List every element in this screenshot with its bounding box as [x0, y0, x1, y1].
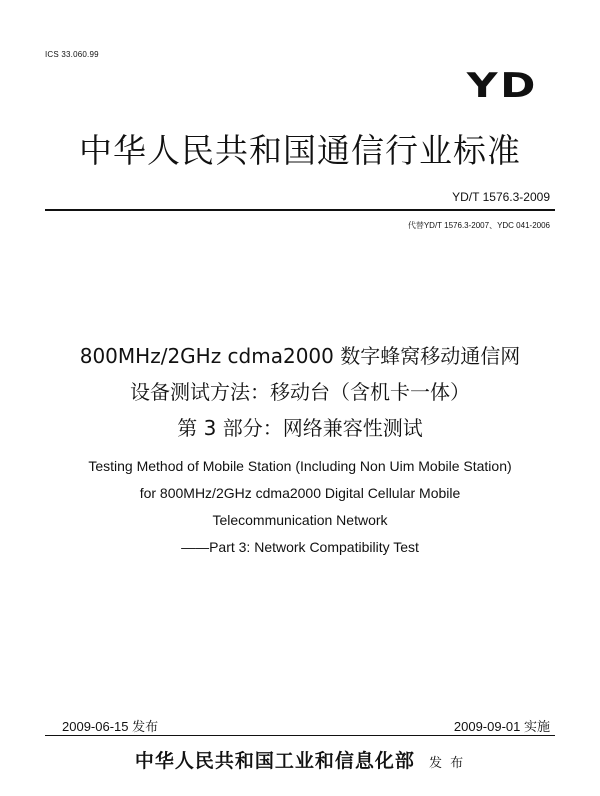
replaces-note: 代替YD/T 1576.3-2007、YDC 041-2006 — [407, 221, 550, 230]
title-en-line-1: Testing Method of Mobile Station (Including Non Uim Mobile Station) — [88, 458, 512, 474]
publish-date: 2009-06-15 发布 — [62, 719, 159, 734]
issuer-name: 中华人民共和国工业和信息化部 — [134, 750, 415, 772]
title-en-line-4: ——Part 3: Network Compatibility Test — [181, 539, 419, 555]
title-en-line-2: for 800MHz/2GHz cdma2000 Digital Cellular Mobile — [139, 485, 461, 501]
implement-date: 2009-09-01 实施 — [453, 719, 550, 734]
header-divider — [45, 209, 555, 211]
standard-category-title: 中华人民共和国通信行业标准 — [79, 131, 521, 170]
title-cn-line-2: 设备测试方法：移动台（含机卡一体） — [130, 380, 470, 404]
standard-number: YD/T 1576.3-2009 — [452, 190, 550, 204]
title-cn-line-1: 800MHz/2GHz cdma2000 数字蜂窝移动通信网 — [79, 344, 521, 368]
footer-divider — [45, 735, 555, 736]
title-en-line-3: Telecommunication Network — [212, 512, 388, 528]
ics-code: ICS 33.060.99 — [45, 50, 99, 59]
issuer-suffix: 发 布 — [428, 756, 466, 771]
yd-logo: YD — [466, 66, 538, 106]
title-cn-line-3: 第 3 部分：网络兼容性测试 — [177, 416, 423, 440]
issuer-line — [0, 746, 600, 773]
